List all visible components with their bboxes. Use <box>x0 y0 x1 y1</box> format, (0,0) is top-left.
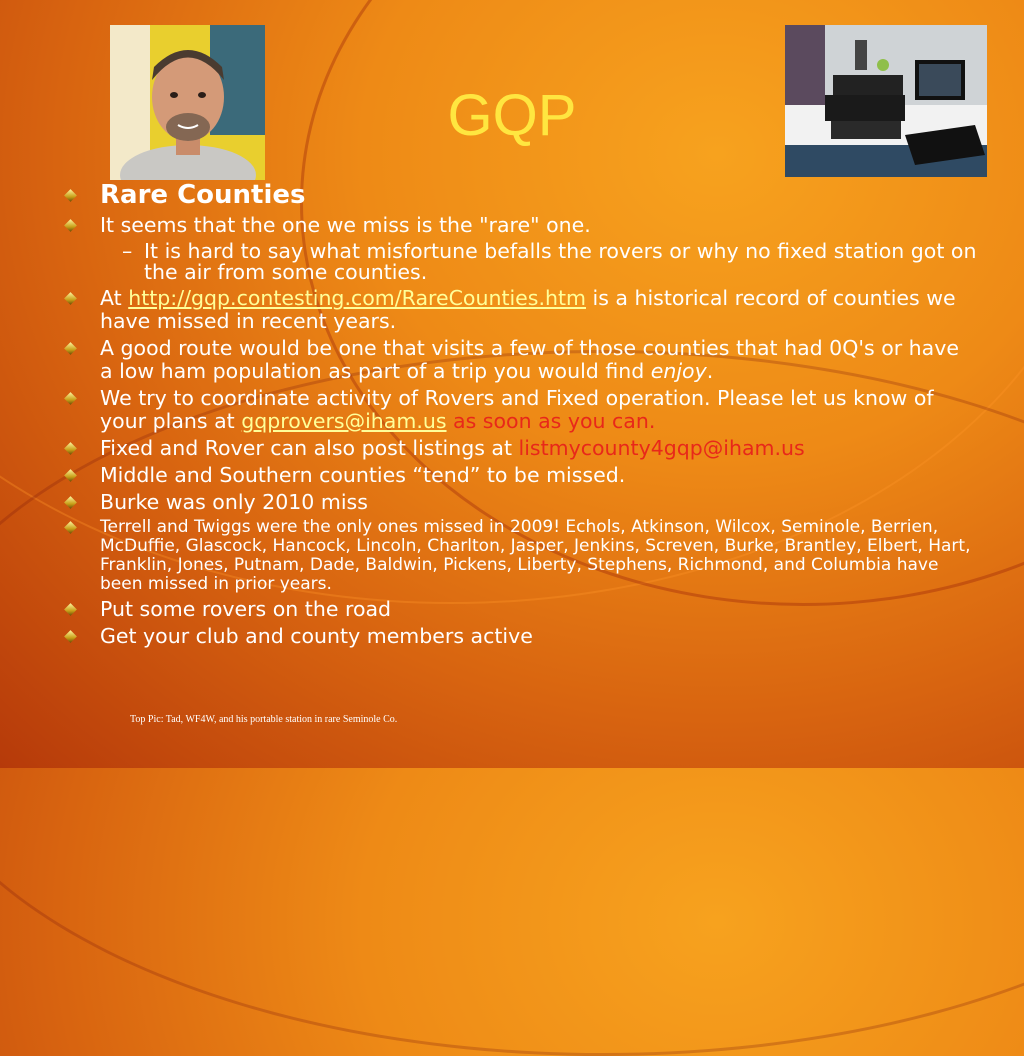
bullet-diamond-icon <box>64 521 77 534</box>
bullet-item: Middle and Southern counties “tend” to be missed. <box>62 464 977 487</box>
gqprovers-email-link[interactable]: gqprovers@iham.us <box>241 409 447 433</box>
bullet-diamond-icon <box>64 392 77 405</box>
bullet-diamond-icon <box>64 442 77 455</box>
bullet-item: Fixed and Rover can also post listings at listmycounty4gqp@iham.us <box>62 437 977 460</box>
bullet-diamond-icon <box>64 342 77 355</box>
bullet-item: Get your club and county members active <box>62 625 977 648</box>
bullet-diamond-icon <box>64 496 77 509</box>
bullet-list <box>62 180 977 652</box>
bullet-diamond-icon <box>64 219 77 232</box>
sub-bullet-item: – It is hard to say what misfortune befalls the rovers or why no fixed station got on the air from some counties. <box>122 239 977 284</box>
bullet-item: We try to coordinate activity of Rovers and Fixed operation. Please let us know of your plans at gqprovers@iham.us as soon as you can. <box>62 387 977 433</box>
bullet-diamond-icon <box>64 603 77 616</box>
photo-caption: Top Pic: Tad, WF4W, and his portable station in rare Seminole Co. <box>130 714 398 725</box>
bullet-item: Terrell and Twiggs were the only ones missed in 2009! Echols, Atkinson, Wilcox, Seminole, Berrien, McDuffie, Glascock, Hancock, Lincoln, Charlton, Jasper, Jenkins, Screven, Burke, Brantley, Elbert, Hart, Franklin, Jones, Putnam, Dade, Baldwin, Pickens, Liberty, Stephens, Richmond, and Columbia have been missed in prior years. <box>62 518 977 594</box>
bullet-diamond-icon <box>64 292 77 305</box>
slide-title: GQP <box>447 83 577 148</box>
bullet-item: Rare Counties <box>62 180 977 210</box>
bullet-diamond-icon <box>64 189 77 202</box>
bullet-item: At http://gqp.contesting.com/RareCounties.htm is a historical record of counties we have missed in recent years. <box>62 287 977 333</box>
bullet-diamond-icon <box>64 630 77 643</box>
bullet-item: Put some rovers on the road <box>62 598 977 621</box>
rare-counties-link[interactable]: http://gqp.contesting.com/RareCounties.htm <box>128 286 586 310</box>
bullet-diamond-icon <box>64 469 77 482</box>
bullet-item: A good route would be one that visits a few of those counties that had 0Q's or have a low ham population as part of a trip you would find enjoy. <box>62 337 977 383</box>
bullet-item: Burke was only 2010 miss <box>62 491 977 514</box>
bullet-item: It seems that the one we miss is the "rare" one. <box>62 214 977 237</box>
